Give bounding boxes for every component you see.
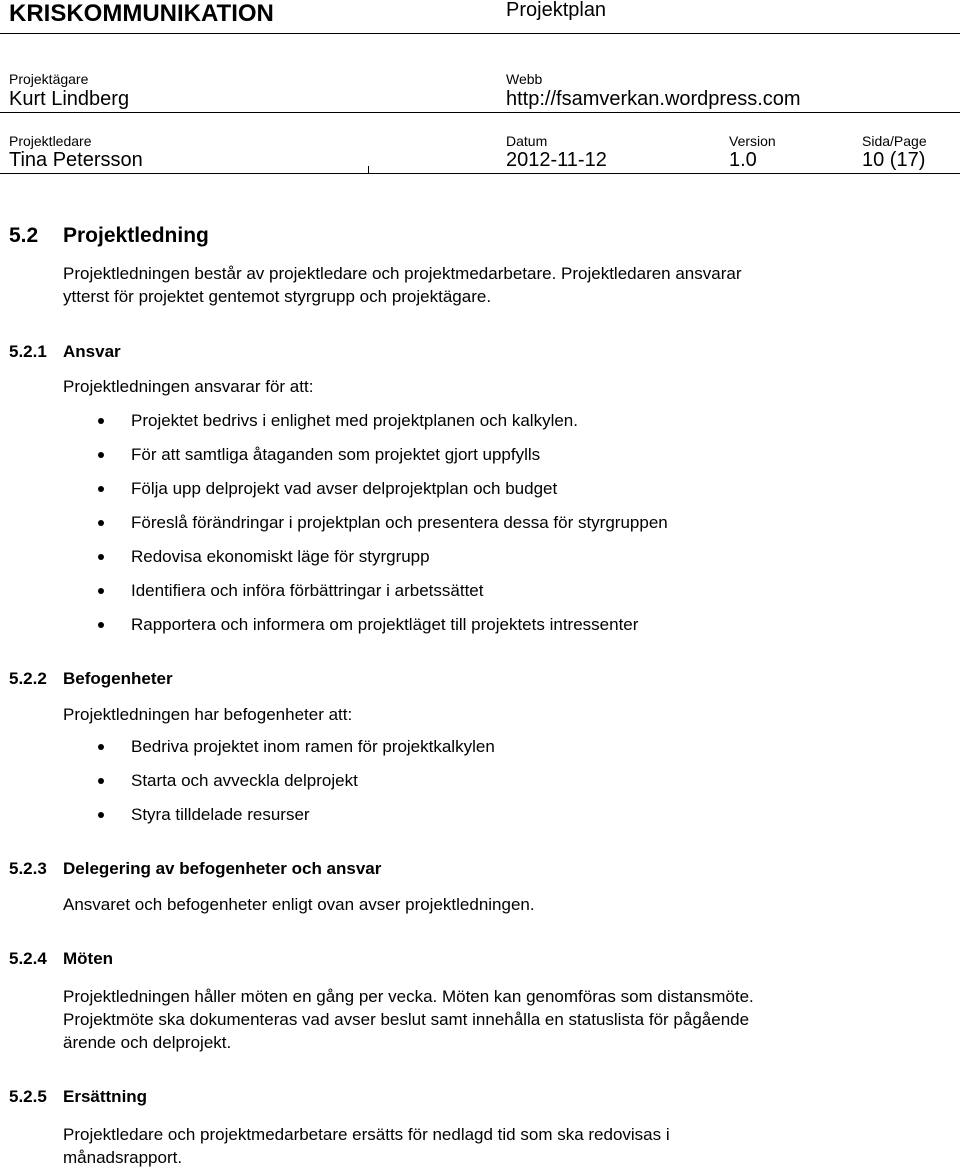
bullet-icon: [98, 486, 104, 492]
org-title: KRISKOMMUNIKATION: [9, 0, 274, 27]
sub5-line-1: Projektledare och projektmedarbetare ersätts för nedlagd tid som ska redovisas i: [63, 1125, 670, 1144]
section-number: 5.2: [9, 224, 39, 247]
bullet-icon: [98, 588, 104, 594]
sub3-number: 5.2.3: [9, 859, 47, 878]
bullet-icon: [98, 452, 104, 458]
sub1-number: 5.2.1: [9, 342, 47, 361]
sub1-title: Ansvar: [63, 342, 121, 361]
date-value: 2012-11-12: [506, 149, 607, 171]
header-tick: [368, 166, 369, 173]
sub1-heading: [9, 342, 121, 362]
sub4-number: 5.2.4: [9, 949, 47, 968]
bullet-icon: [98, 622, 104, 628]
bullet-icon: [98, 812, 104, 818]
section-title: Projektledning: [63, 224, 209, 247]
sub3-text: Ansvaret och befogenheter enligt ovan avser projektledningen.: [63, 895, 535, 914]
bullet-icon: [98, 554, 104, 560]
owner-value: Kurt Lindberg: [9, 88, 130, 110]
date-label: Datum: [506, 133, 548, 149]
sub2-lead: Projektledningen har befogenheter att:: [63, 705, 353, 724]
sub5-number: 5.2.5: [9, 1087, 47, 1106]
sub3-heading: [9, 859, 381, 879]
sub3-title: Delegering av befogenheter och ansvar: [63, 859, 382, 878]
sub4-line-2: Projektmöte ska dokumenteras vad avser beslut samt innehålla en statuslista för pågående: [63, 1010, 750, 1029]
sub2-heading: [9, 669, 173, 689]
section-intro-line-2: ytterst för projektet gentemot styrgrupp och projektägare.: [63, 287, 492, 306]
header-rule-top: [0, 33, 960, 34]
sub5-line-2: månadsrapport.: [63, 1148, 183, 1167]
sub4-line-1: Projektledningen håller möten en gång per vecka. Möten kan genomföras som distansmöte.: [63, 987, 754, 1006]
header-rule-middle: [0, 112, 960, 113]
bullet-icon: [98, 418, 104, 424]
sub4-heading: [9, 949, 113, 969]
bullet-icon: [98, 520, 104, 526]
leader-label: Projektledare: [9, 133, 92, 149]
version-value: 1.0: [729, 149, 757, 171]
version-label: Version: [729, 133, 776, 149]
page-label: Sida/Page: [862, 133, 927, 149]
section-heading: [9, 224, 209, 248]
sub5-heading: [9, 1087, 147, 1107]
sub1-lead: Projektledningen ansvarar för att:: [63, 377, 314, 396]
sub2-number: 5.2.2: [9, 669, 47, 688]
section-intro-line-1: Projektledningen består av projektledare och projektmedarbetare. Projektledaren ansvarar: [63, 264, 742, 283]
web-label: Webb: [506, 71, 543, 87]
header-rule-bottom: [0, 173, 960, 174]
doc-type: Projektplan: [506, 0, 607, 21]
sub5-title: Ersättning: [63, 1087, 148, 1106]
page-value: 10 (17): [862, 149, 926, 171]
sub2-title: Befogenheter: [63, 669, 173, 688]
sub4-title: Möten: [63, 949, 114, 968]
bullet-icon: [98, 778, 104, 784]
web-value[interactable]: http://fsamverkan.wordpress.com: [506, 88, 801, 110]
bullet-icon: [98, 744, 104, 750]
leader-value: Tina Petersson: [9, 149, 143, 171]
owner-label: Projektägare: [9, 71, 89, 87]
sub4-line-3: ärende och delprojekt.: [63, 1033, 232, 1052]
